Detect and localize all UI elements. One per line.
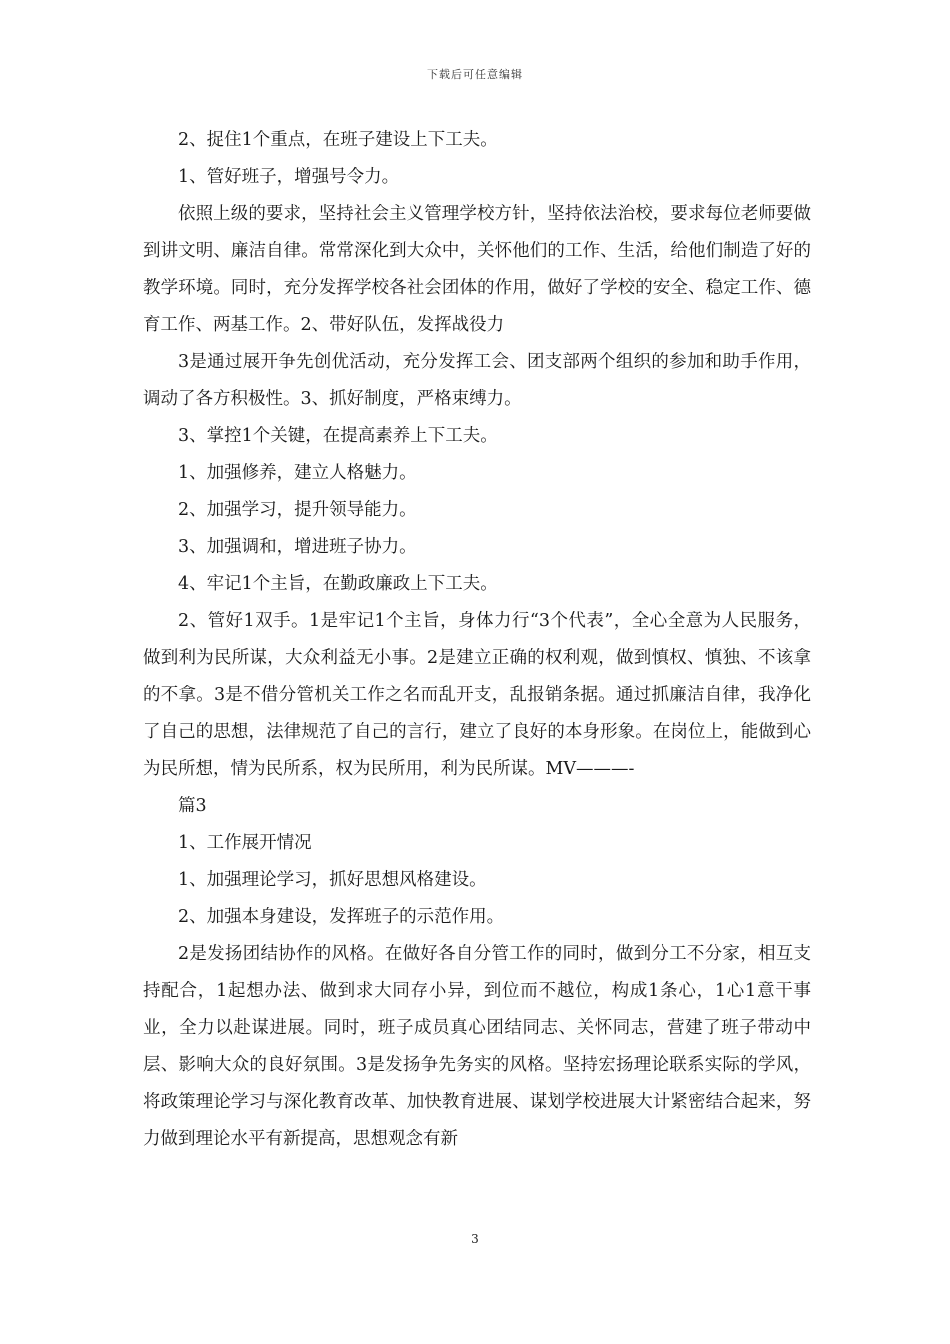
page-number: 3 — [471, 1232, 479, 1246]
paragraph: 1、管好班子，增强号令力。 — [178, 167, 400, 187]
paragraph: 2、捉住1个重点，在班子建设上下工夫。 — [178, 130, 498, 150]
document-body — [143, 122, 811, 1158]
paragraph: 3、加强调和，增进班子协力。 — [178, 537, 417, 557]
section-heading: 篇3 — [178, 796, 207, 816]
paragraph: 1、加强理论学习，抓好思想风格建设。 — [178, 870, 487, 890]
paragraph: 3、掌控1个关键，在提高素养上下工夫。 — [178, 426, 498, 446]
paragraph: 2、加强学习，提升领导能力。 — [178, 500, 417, 520]
paragraph: 1、加强修养，建立人格魅力。 — [178, 463, 417, 483]
paragraph: 2、加强本身建设，发挥班子的示范作用。 — [178, 907, 505, 927]
paragraph: 3是通过展开争先创优活动，充分发挥工会、团支部两个组织的参加和助手作用，调动了各方积极性。3、抓好制度，严格束缚力。 — [143, 352, 811, 409]
paragraph: 2、管好1双手。1是牢记1个主旨，身体力行“3个代表”，全心全意为人民服务，做到利为民所谋，大众利益无小事。2是建立正确的权利观，做到慎权、慎独、不该拿的不拿。3是不借分管机关工作之名而乱开支，乱报销条据。通过抓廉洁自律，我净化了自己的思想，法律规范了自己的言行，建立了良好的本身形象。在岗位上，能做到心为民所想，情为民所系，权为民所用，利为民所谋。MV———- — [143, 611, 811, 779]
paragraph: 4、牢记1个主旨，在勤政廉政上下工夫。 — [178, 574, 498, 594]
page-header-note: 下载后可任意编辑 — [427, 68, 523, 81]
paragraph: 1、工作展开情况 — [178, 833, 312, 853]
paragraph: 依照上级的要求，坚持社会主义管理学校方针，坚持依法治校，要求每位老师要做到讲文明、廉洁自律。常常深化到大众中，关怀他们的工作、生活，给他们制造了好的教学环境。同时，充分发挥学校各社会团体的作用，做好了学校的安全、稳定工作、德育工作、两基工作。2、带好队伍，发挥战役力 — [143, 204, 811, 335]
paragraph: 2是发扬团结协作的风格。在做好各自分管工作的同时，做到分工不分家，相互支持配合，1起想办法、做到求大同存小异，到位而不越位，构成1条心，1心1意干事业，全力以赴谋进展。同时，班子成员真心团结同志、关怀同志，营建了班子带动中层、影响大众的良好氛围。3是发扬争先务实的风格。坚持宏扬理论联系实际的学风，将政策理论学习与深化教育改革、加快教育进展、谋划学校进展大计紧密结合起来，努力做到理论水平有新提高，思想观念有新 — [143, 944, 811, 1149]
